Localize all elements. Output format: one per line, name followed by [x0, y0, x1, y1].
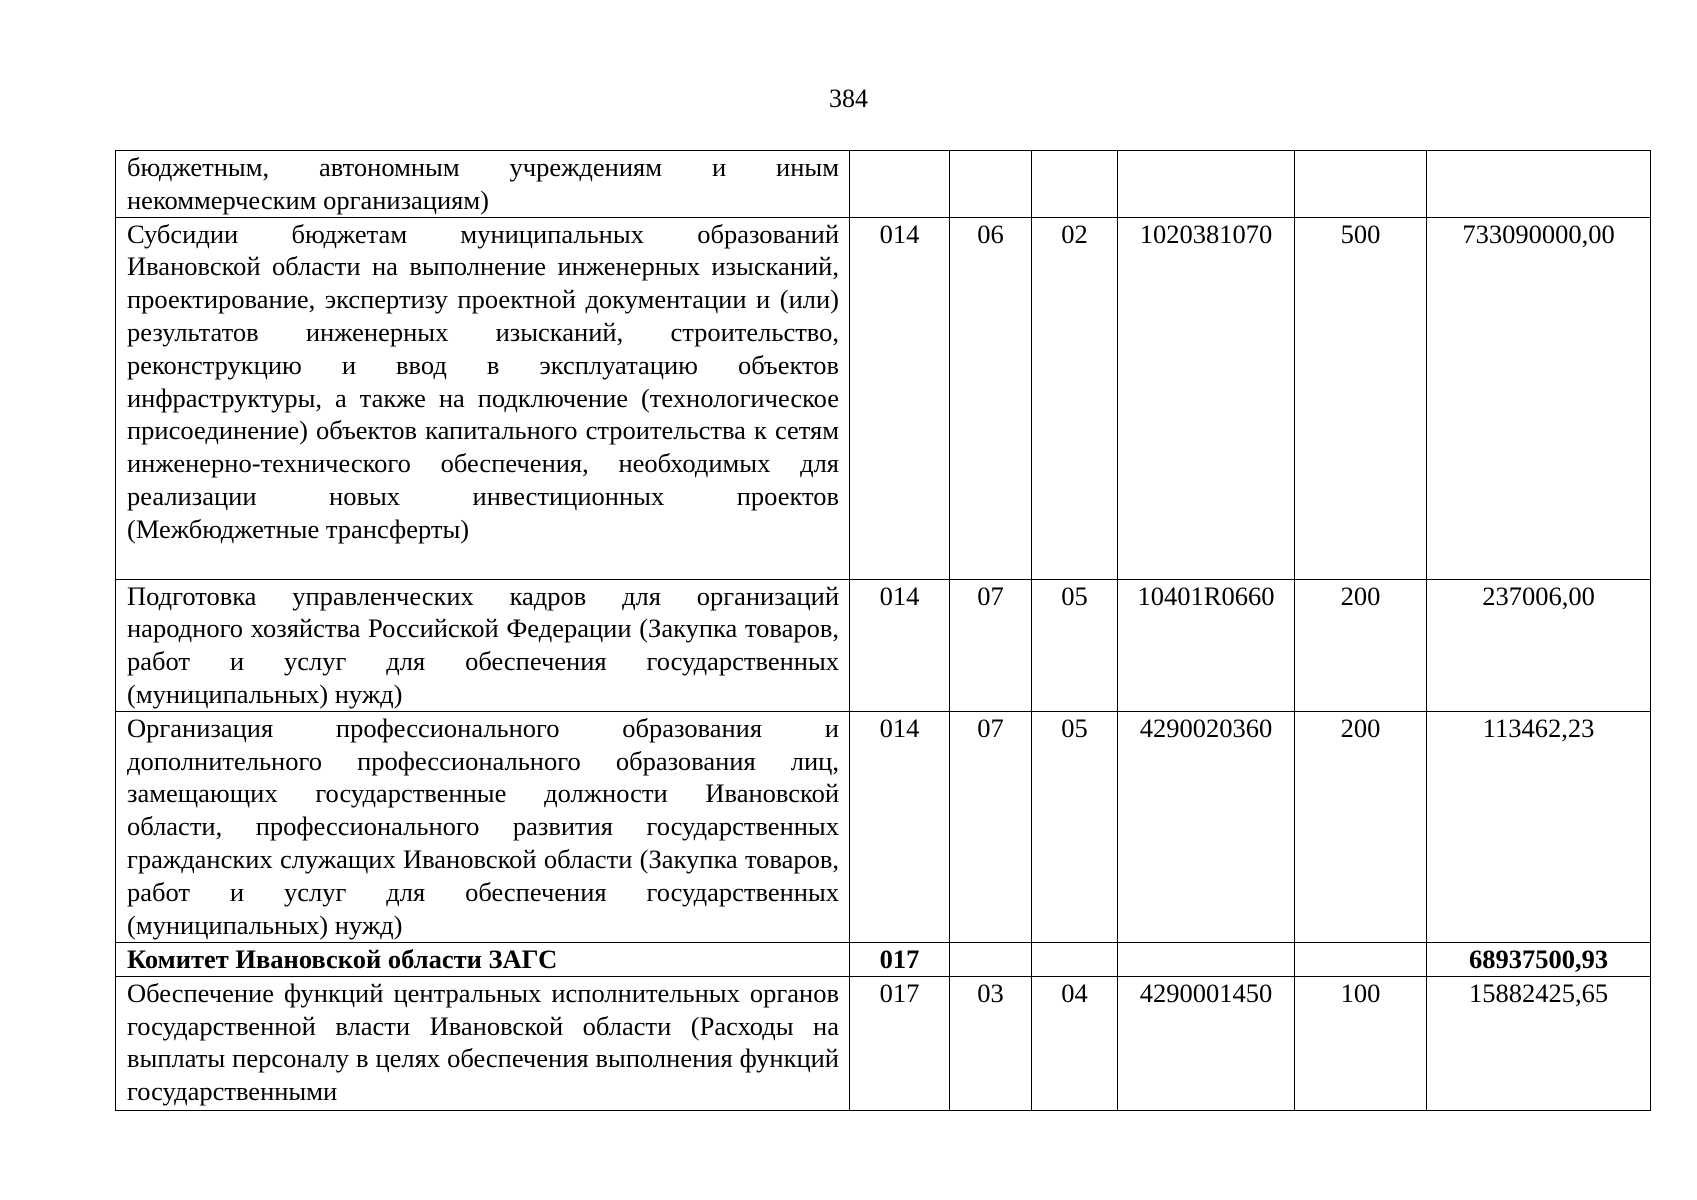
row-description: Субсидии бюджетам муниципальных образований Ивановской области на выполнение инженерных изысканий, проектирование, экспертизу проектной документации и (или) результатов инженерных изысканий, строительство, реконструкцию и ввод в эксплуатацию объектов инфраструктуры, а также на подключение (технологическое присоединение) объектов капитального строительства к сетям инженерно-технического обеспечения, необходимых для реализации новых инвестиционных проектов (Межбюджетные трансферты)	[116, 217, 850, 579]
ministry-code: 017	[850, 976, 950, 1110]
target-article-code	[1118, 151, 1295, 218]
page-number: 384	[829, 84, 868, 113]
row-description: Обеспечение функций центральных исполнительных органов государственной власти Ивановской области (Расходы на выплаты персоналу в целях обеспечения выполнения функций государственными	[116, 976, 850, 1110]
ministry-code: 014	[850, 217, 950, 579]
amount: 113462,23	[1427, 711, 1651, 942]
expense-type-code: 500	[1295, 217, 1427, 579]
row-description: Подготовка управленческих кадров для организаций народного хозяйства Российской Федерации (Закупка товаров, работ и услуг для обеспечения государственных (муниципальных) нужд)	[116, 579, 850, 711]
subsection-code	[1032, 942, 1118, 976]
row-description: бюджетным, автономным учреждениям и иным некоммерческим организациям)	[116, 151, 850, 218]
subsection-code	[1032, 151, 1118, 218]
target-article-code	[1118, 942, 1295, 976]
table-row	[116, 976, 1651, 1110]
subsection-code: 04	[1032, 976, 1118, 1110]
target-article-code: 1020381070	[1118, 217, 1295, 579]
table-row	[116, 151, 1651, 218]
amount: 68937500,93	[1427, 942, 1651, 976]
section-code: 07	[950, 579, 1032, 711]
ministry-code	[850, 151, 950, 218]
ministry-code: 014	[850, 711, 950, 942]
amount: 733090000,00	[1427, 217, 1651, 579]
section-code	[950, 942, 1032, 976]
target-article-code: 4290020360	[1118, 711, 1295, 942]
ministry-code: 017	[850, 942, 950, 976]
expense-type-code: 200	[1295, 579, 1427, 711]
subsection-code: 05	[1032, 711, 1118, 942]
row-description: Организация профессионального образования и дополнительного профессионального образования лиц, замещающих государственные должности Ивановской области, профессионального развития государственных гражданских служащих Ивановской области (Закупка товаров, работ и услуг для обеспечения государственных (муниципальных) нужд)	[116, 711, 850, 942]
budget-table	[115, 150, 1651, 1111]
expense-type-code	[1295, 942, 1427, 976]
row-description: Комитет Ивановской области ЗАГС	[116, 942, 850, 976]
section-code: 03	[950, 976, 1032, 1110]
target-article-code: 10401R0660	[1118, 579, 1295, 711]
expense-type-code	[1295, 151, 1427, 218]
section-code	[950, 151, 1032, 218]
subsection-code: 05	[1032, 579, 1118, 711]
table-row	[116, 711, 1651, 942]
amount: 15882425,65	[1427, 976, 1651, 1110]
table-row	[116, 942, 1651, 976]
amount	[1427, 151, 1651, 218]
expense-type-code: 100	[1295, 976, 1427, 1110]
ministry-code: 014	[850, 579, 950, 711]
table-row	[116, 579, 1651, 711]
section-code: 07	[950, 711, 1032, 942]
table-row	[116, 217, 1651, 579]
section-code: 06	[950, 217, 1032, 579]
expense-type-code: 200	[1295, 711, 1427, 942]
subsection-code: 02	[1032, 217, 1118, 579]
target-article-code: 4290001450	[1118, 976, 1295, 1110]
amount: 237006,00	[1427, 579, 1651, 711]
